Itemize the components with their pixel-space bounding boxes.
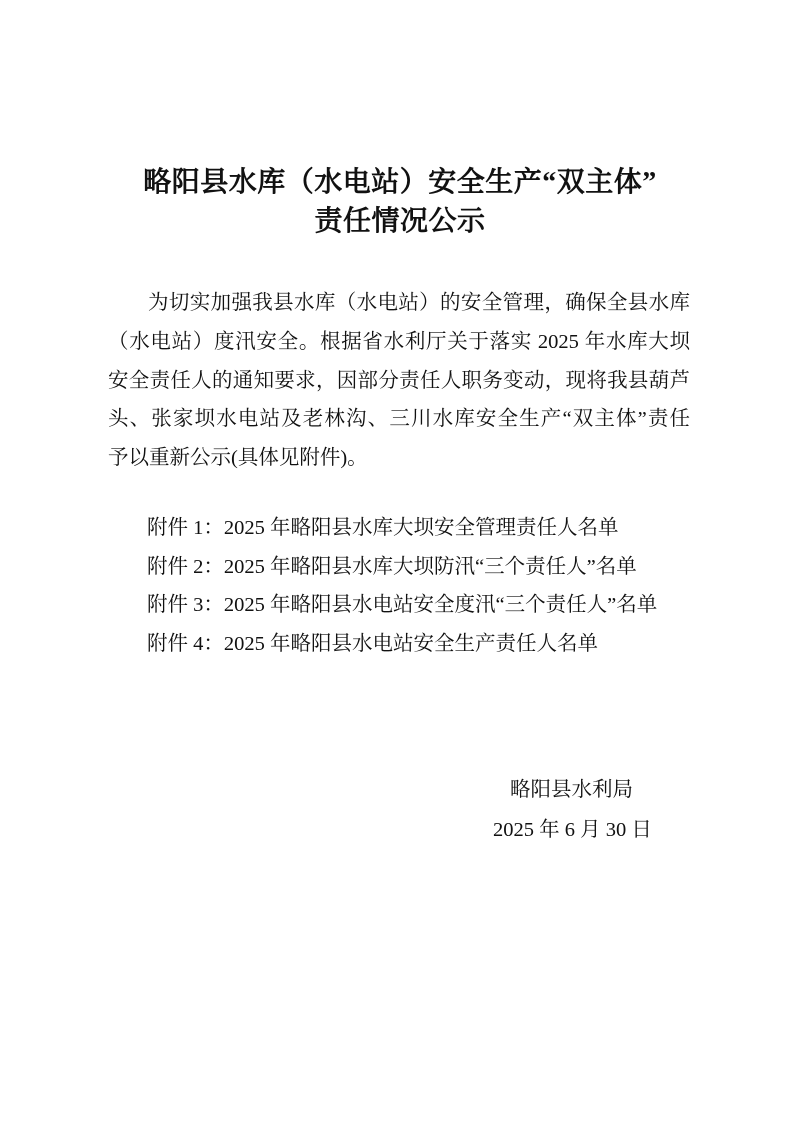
attachment-item-4: 附件 4：2025 年略阳县水电站安全生产责任人名单 [147, 632, 598, 655]
attachment-item-3: 附件 3：2025 年略阳县水电站安全度汛“三个责任人”名单 [147, 594, 658, 616]
attachment-item-2: 附件 2：2025 年略阳县水库大坝防汛“三个责任人”名单 [147, 555, 637, 578]
title-line-1: 略阳县水库（水电站）安全生产“双主体” [143, 167, 657, 198]
title-line-2: 责任情况公示 [314, 206, 486, 237]
attachment-item-1: 附件 1：2025 年略阳县水库大坝安全管理责任人名单 [147, 517, 619, 539]
body-line-3: 安全责任人的通知要求，因部分责任人职务变动，现将我县葫芦 [108, 369, 690, 392]
signature-organization: 略阳县水利局 [510, 779, 633, 801]
body-line-1: 为切实加强我县水库（水电站）的安全管理，确保全县水库 [148, 292, 690, 314]
body-line-2: （水电站）度汛安全。根据省水利厅关于落实 2025 年水库大坝 [108, 330, 690, 353]
attachment-list [147, 509, 707, 663]
signature-date: 2025 年 6 月 30 日 [493, 819, 652, 841]
body-line-5: 予以重新公示(具体见附件)。 [108, 447, 368, 470]
body-paragraph [108, 284, 690, 478]
body-line-4: 头、张家坝水电站及老林沟、三川水库安全生产“双主体”责任 [108, 408, 690, 431]
document-title [60, 163, 740, 241]
